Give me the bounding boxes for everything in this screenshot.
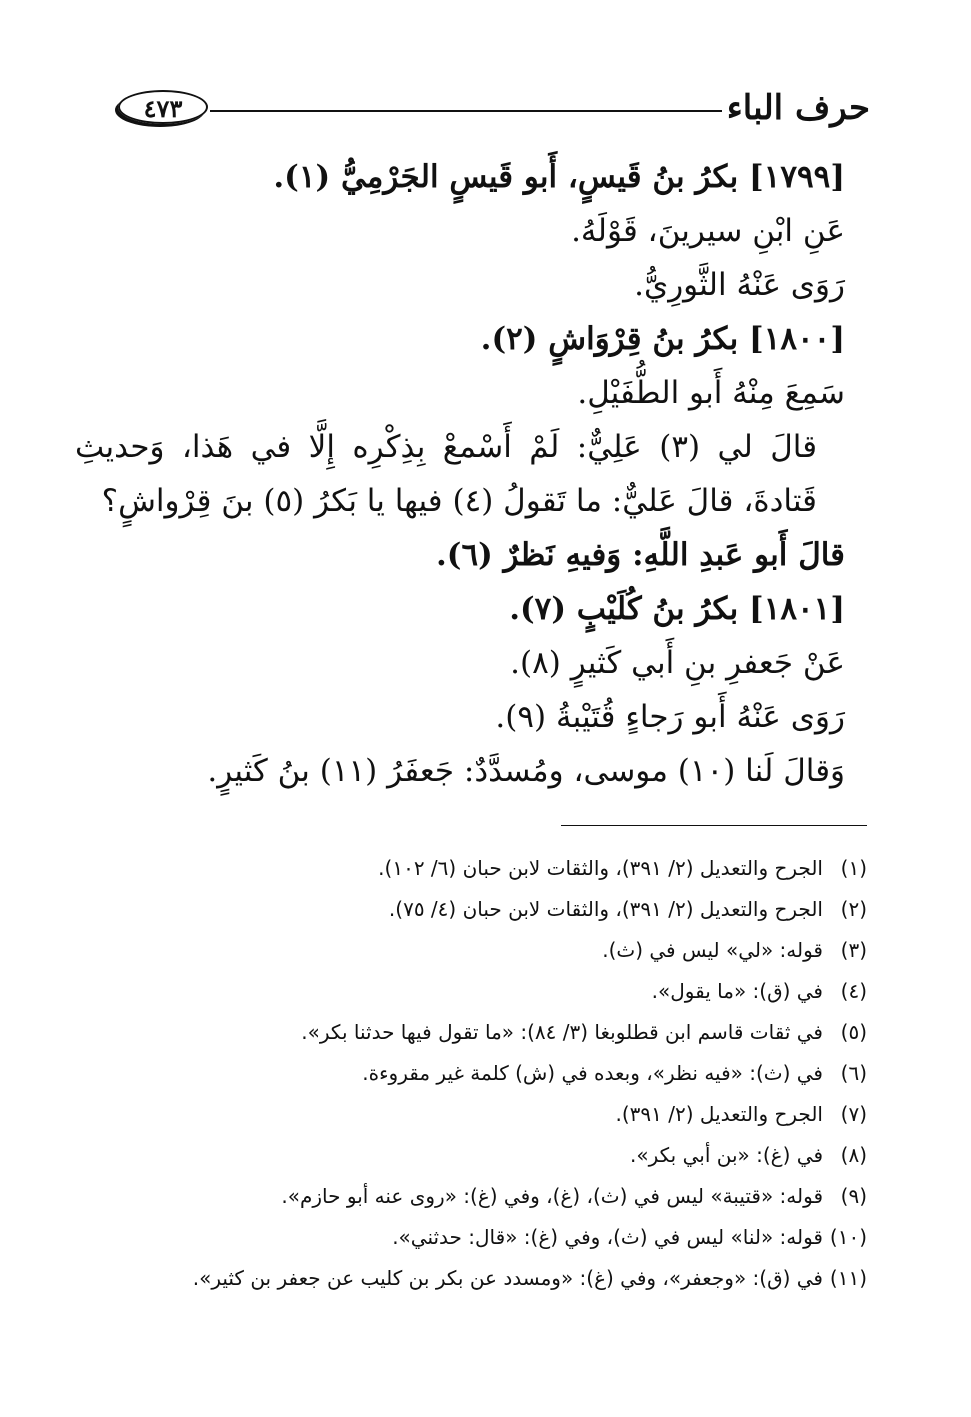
footnote-number: (١٠) [829,1225,867,1249]
footnote-text: قوله: «لي» ليس في (ث). [602,938,823,962]
footnote-text: في (ق): «وجعفر»، وفي (غ): «ومسدد عن بكر بن كليب عن جعفر بن كثير». [192,1266,823,1290]
entry-heading-1800: [١٨٠٠] بكرُ بنُ قِرْوَاشٍ (٢). [480,321,845,357]
footnote-text: قوله: «لنا» ليس في (ث)، وفي (غ): «قال: حدثني». [392,1225,823,1249]
footnote-text: في (ق): «ما يقول». [651,979,823,1003]
page-number-badge: ٤٧٣ [118,90,208,124]
footnote [107,1176,867,1217]
footnote-text: الجرح والتعديل (٢/ ٣٩١)، والثقات لابن حبان (٦/ ١٠٢). [378,856,823,880]
footnote [107,1094,867,1135]
footnote-number: (٤) [840,979,867,1003]
entry-heading-1799: [١٧٩٩] بكرُ بنُ قَيسٍ، أَبو قَيسٍ الجَرْمِيُّ (١). [273,159,845,195]
entry-line: وَقالَ لَنا (١٠) موسى، ومُسدَّدٌ: جَعفَرُ (١١) بنُ كَثيرٍ. [207,753,845,789]
header-rule [210,110,722,112]
entry-line: عَنِ ابْنِ سيرينَ، قَوْلَهُ. [571,213,845,249]
footnote-text: الجرح والتعديل (٢/ ٣٩١). [615,1102,823,1126]
footnote [107,848,867,889]
entry-line-comment: قالَ أَبو عَبدِ اللَّهِ: وَفيهِ نَظرٌ (٦). [435,537,845,573]
footnote [107,1135,867,1176]
footnote [107,971,867,1012]
entry-line: عَنْ جَعفرِ بنِ أَبي كَثيرٍ (٨). [510,645,845,681]
footnote-number: (٥) [840,1020,867,1044]
footnote-number: (٣) [840,938,867,962]
footnote-number: (٨) [840,1143,867,1167]
footnotes [107,848,867,1299]
footnote [107,1258,867,1299]
footnote-text: الجرح والتعديل (٢/ ٣٩١)، والثقات لابن حبان (٤/ ٧٥). [388,897,823,921]
footnote-number: (١) [840,856,867,880]
footnote-separator [561,825,867,826]
footnote-number: (١١) [829,1266,867,1290]
footnote-text: في (غ): «بن أبي بكر». [630,1143,823,1167]
entry-line: سَمِعَ مِنْهُ أَبو الطُّفَيْلِ. [577,375,845,411]
footnote [107,1012,867,1053]
footnote [107,889,867,930]
entry-paragraph: قالَ لي (٣) عَلِيٌّ: لَمْ أَسْمعْ بِذِكْرِه إِلَّا في هَذا، وَحديثِ قَتادةَ، قالَ عَليٌّ: ما تَقولُ (٤) فيها يا بَكرُ (٥) بنَ قِرْواشٍ؟ [75,429,818,519]
footnote-number: (٦) [840,1061,867,1085]
entry-line: رَوَى عَنْهُ الثَّورِيُّ. [634,267,845,303]
footnote-number: (٩) [840,1184,867,1208]
running-title: حرف الباء [726,88,870,128]
footnote [107,930,867,971]
main-text [75,150,845,798]
footnote-text: قوله: «قتيبة» ليس في (ث)، (غ)، وفي (غ): «روى عنه أبو حازم». [281,1184,823,1208]
footnote [107,1053,867,1094]
footnote [107,1217,867,1258]
footnote-text: في ثقات قاسم ابن قطلوبغا (٣/ ٨٤): «ما تقول فيها حدثنا بكر». [301,1020,823,1044]
entry-line: رَوَى عَنْهُ أَبو رَجاءٍ قُتَيْبةُ (٩). [495,699,845,735]
page-header [118,86,870,134]
footnote-text: في (ث): «فيه نظر»، وبعده في (ش) كلمة غير مقروءة. [362,1061,823,1085]
entry-heading-1801: [١٨٠١] بكرُ بنُ كُلَيْبٍ (٧). [509,591,845,627]
footnote-number: (٢) [840,897,867,921]
footnote-number: (٧) [840,1102,867,1126]
